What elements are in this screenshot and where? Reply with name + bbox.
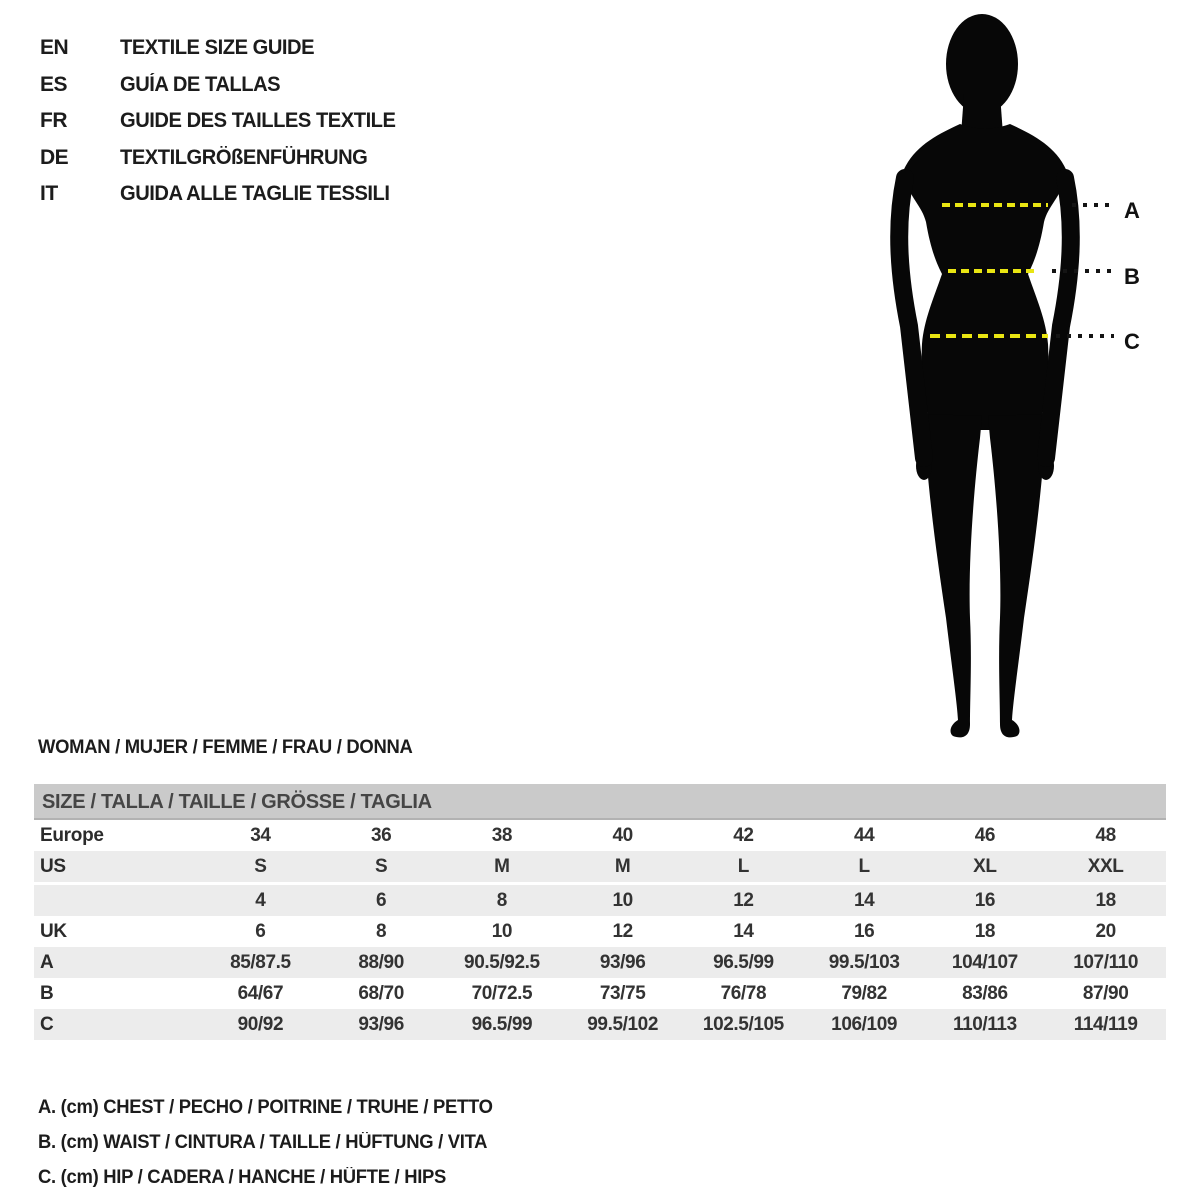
size-value: S <box>374 855 388 877</box>
size-value: 110/113 <box>952 1013 1017 1035</box>
language-code: ES <box>40 72 68 96</box>
size-value: 99.5/103 <box>828 951 900 973</box>
table-row-b <box>34 978 1166 1009</box>
size-value: 14 <box>733 920 754 942</box>
size-table-header: SIZE / TALLA / TAILLE / GRÖSSE / TAGLIA <box>34 784 1166 820</box>
size-value: 64/67 <box>237 982 284 1004</box>
size-value: L <box>858 855 870 877</box>
size-value: 34 <box>250 824 271 846</box>
measure-label-c: C <box>1124 329 1140 354</box>
size-table <box>34 784 1166 1040</box>
size-value: 46 <box>974 824 996 846</box>
size-value: 6 <box>376 889 387 911</box>
size-value: 4 <box>255 889 266 911</box>
size-value: 68/70 <box>358 982 404 1004</box>
size-table-body <box>34 820 1166 1040</box>
language-code: DE <box>40 145 69 169</box>
size-value: 6 <box>255 920 266 942</box>
measure-label-a: A <box>1124 198 1140 223</box>
language-title: GUIDE DES TAILLES TEXTILE <box>120 109 396 133</box>
size-value: 8 <box>376 920 387 942</box>
size-value: 8 <box>496 889 507 911</box>
language-row-es <box>40 67 407 104</box>
row-label: Europe <box>40 824 104 846</box>
language-title-list <box>40 30 407 213</box>
row-label: B <box>40 982 54 1004</box>
language-title: GUÍA DE TALLAS <box>120 72 281 96</box>
measure-label-b: B <box>1124 264 1140 289</box>
size-value: 70/72.5 <box>471 982 533 1004</box>
size-value: 10 <box>612 889 633 911</box>
size-value: L <box>737 855 749 877</box>
size-value: 79/82 <box>841 982 887 1004</box>
size-value: S <box>254 855 267 877</box>
row-label: UK <box>40 920 67 942</box>
size-value: 85/87.5 <box>230 951 291 973</box>
gender-title: WOMAN / MUJER / FEMME / FRAU / DONNA <box>38 737 413 758</box>
size-value: 83/86 <box>962 982 1008 1004</box>
language-title: TEXTILE SIZE GUIDE <box>120 36 315 60</box>
legend-line-c: C. (cm) HIP / CADERA / HANCHE / HÜFTE / HIPS <box>38 1167 447 1188</box>
size-value: 99.5/102 <box>587 1013 658 1035</box>
table-row-uk <box>34 916 1166 947</box>
size-value: 14 <box>853 889 875 911</box>
size-value: XL <box>973 855 997 877</box>
legend-line-a: A. (cm) CHEST / PECHO / POITRINE / TRUHE / PETTO <box>38 1097 493 1118</box>
table-row-us-numeric <box>34 885 1166 916</box>
size-value: XXL <box>1087 855 1124 877</box>
size-value: 18 <box>1095 889 1116 911</box>
woman-silhouette-icon <box>860 6 1120 740</box>
size-value: M <box>494 855 510 877</box>
table-row-europe <box>34 820 1166 851</box>
language-code: IT <box>40 182 58 206</box>
language-row-en <box>40 30 407 67</box>
size-value: 16 <box>974 889 996 911</box>
table-row-c <box>34 1009 1166 1040</box>
size-value: 73/75 <box>599 982 646 1004</box>
row-label: C <box>40 1013 54 1035</box>
size-value: 12 <box>733 889 754 911</box>
size-value: M <box>614 855 631 877</box>
size-value: 87/90 <box>1082 982 1129 1004</box>
size-value: 20 <box>1095 920 1116 942</box>
size-value: 96.5/99 <box>471 1013 533 1035</box>
size-value: 104/107 <box>951 951 1018 973</box>
size-value: 44 <box>853 824 875 846</box>
size-value: 10 <box>491 920 513 942</box>
size-value: 38 <box>491 824 513 846</box>
size-value: 76/78 <box>720 982 767 1004</box>
legend-line-b: B. (cm) WAIST / CINTURA / TAILLE / HÜFTUNG / VITA <box>38 1132 488 1153</box>
size-value: 93/96 <box>599 951 646 973</box>
language-code: EN <box>40 36 69 60</box>
size-value: 96.5/99 <box>713 951 774 973</box>
size-value: 93/96 <box>358 1013 404 1035</box>
language-row-de <box>40 140 407 177</box>
size-value: 18 <box>974 920 996 942</box>
language-row-it <box>40 176 407 213</box>
size-value: 88/90 <box>358 951 404 973</box>
table-row-us <box>34 851 1166 882</box>
size-value: 42 <box>733 824 754 846</box>
size-value: 106/109 <box>831 1013 898 1035</box>
language-row-fr <box>40 103 407 140</box>
language-title: GUIDA ALLE TAGLIE TESSILI <box>120 182 390 206</box>
table-row-a <box>34 947 1166 978</box>
row-label: US <box>40 855 66 877</box>
language-code: FR <box>40 109 67 133</box>
size-value: 36 <box>370 824 392 846</box>
size-value: 107/110 <box>1073 951 1139 973</box>
row-label: A <box>40 951 54 973</box>
woman-silhouette-figure <box>860 6 1190 746</box>
size-value: 12 <box>612 920 633 942</box>
language-title: TEXTILGRÖßENFÜHRUNG <box>120 145 368 169</box>
size-value: 114/119 <box>1073 1013 1138 1035</box>
size-value: 48 <box>1095 824 1116 846</box>
size-value: 40 <box>612 824 633 846</box>
size-value: 16 <box>853 920 875 942</box>
size-value: 102.5/105 <box>702 1013 784 1035</box>
size-value: 90.5/92.5 <box>464 951 540 973</box>
measurement-legend <box>38 1090 507 1195</box>
size-value: 90/92 <box>237 1013 284 1035</box>
